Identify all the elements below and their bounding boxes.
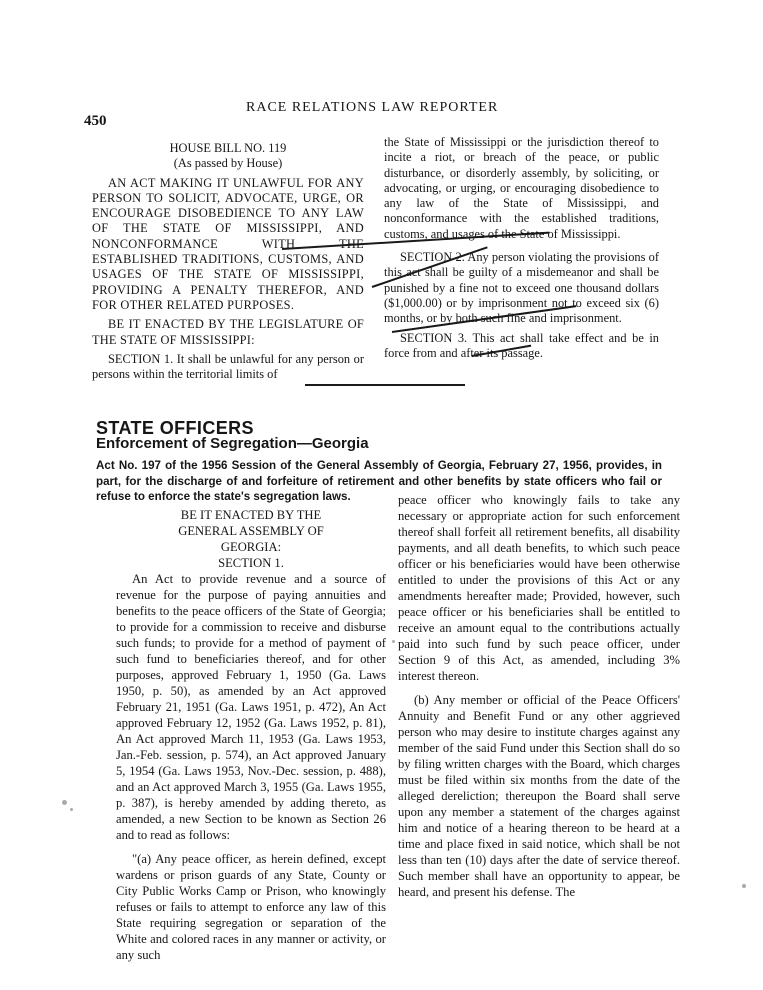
georgia-enacting-clause: BE IT ENACTED BY THE GENERAL ASSEMBLY OF GEORGIA: [178,508,324,554]
georgia-right-column [398,492,680,900]
georgia-section-label: SECTION 1. [218,556,284,570]
house-bill-enacting-clause: BE IT ENACTED BY THE LEGISLATURE OF THE STATE OF MISSISSIPPI: [92,317,364,347]
scan-speck [392,640,395,643]
georgia-paragraph-a-continued: peace officer who knowingly fails to take any necessary or appropriate action for such enforcement thereof shall forfeit all retirement benefits, all disability payments, and all death benefits, to which such peace officer or his beneficiaries would have been otherwise entitled to under the provisions of this Act or any amendments hereafter made; Provided, however, such peace officer or his beneficiaries shall be entitled to receive an amount equal to the contributions actually paid into such fund by such peace officer, under Section 9 of this Act, as amended, including 3% interest thereon. [398,493,680,683]
georgia-paragraph-a: "(a) Any peace officer, as herein defined, except wardens or prison guards of any State, County or City Public Works Camp or Prison, who knowingly refuses or fails to attempt to enforce any law of this State requiring segregation or separation of the White and colored races in any manner or activity, or any such [116,852,386,962]
house-bill-section-2: SECTION 2. Any person violating the provisions of this act shall be guilty of a misdemeanor and shall be punished by a fine not to exceed one thousand dollars ($1,000.00) or by imprisonment not to exceed six (6) months, or by both such fine and imprisonment. [384,250,659,326]
section-heading: STATE OFFICERS [96,418,254,438]
georgia-section-1-text: An Act to provide revenue and a source of revenue for the purpose of paying annuities and benefits to the peace officers of the State of Georgia; to provide for a commission to receive and disburse such funds; to provide for a method of payment of such fund to beneficiaries thereof, and for other purposes, approved February 1, 1950 (Ga. Laws 1950, p. 50), as amended by an Act approved February 21, 1951 (Ga. Laws 1951, p. 472), An Act approved February 12, 1952 (Ga. Laws 1952, p. 81), An Act approved March 11, 1953 (Ga. Laws 1953, Jan.-Feb. session, p. 574), an Act approved January 5, 1954 (Ga. Laws 1953, Nov.-Dec. session, p. 488), and an Act approved March 3, 1955 (Ga. Laws 1955, p. 387), is hereby amended by adding thereto, as amended, a new Section to be known as Section 26 and to read as follows: [116,572,386,842]
page-number: 450 [84,113,107,129]
house-bill-note: (As passed by House) [173,156,283,171]
house-bill-section-3: SECTION 3. This act shall take effect and be in force from and after its passage. [384,330,659,360]
scan-speck [742,884,746,888]
scan-speck [62,800,67,805]
section-divider [305,384,465,386]
house-bill-act-heading: AN ACT MAKING IT UNLAWFUL FOR ANY PERSON TO SOLICIT, ADVOCATE, URGE, OR ENCOURAGE DISOBEDIENCE TO ANY LAW OF THE STATE OF MISSISSIPPI, AND NONCONFORMANCE WITH THE ESTABLISHED TRADITIONS, CUSTOMS, AND USAGES OF THE STATE OF MISSISSIPPI, PROVIDING A PENALTY THEREFOR, AND FOR OTHER RELATED PURPOSES. [92,175,364,312]
georgia-left-column [116,507,386,963]
section-subheading: Enforcement of Segregation—Georgia [96,435,369,452]
georgia-paragraph-b: (b) Any member or official of the Peace Officers' Annuity and Benefit Fund or any other aggrieved person who may desire to institute charges against any member of the said Fund under this Section shall do so by filing written charges with the Board, which charges must be filed within six months from the date of the alleged dereliction; thereupon the Board shall serve upon any member a statement of the charges against him and notice of a hearing thereon to be heard at a time and place fixed in said notice, which shall be not less than ten (10) days after the date of service thereof. Such member shall have an opportunity to appear, be heard, and present his defense. The [398,693,680,899]
house-bill-section-1-continued: the State of Mississippi or the jurisdiction thereof to incite a riot, or breach of the peace, or public disturbance, or disorderly assembly, by soliciting, or advocating, or urging, or encouraging disobedience to any law of the State of Mississippi, and nonconformance with the established traditions, customs, and usages of the State of Mississippi. [384,135,659,241]
scan-speck [70,808,73,811]
house-bill-title: HOUSE BILL NO. 119 [169,141,287,155]
running-header: RACE RELATIONS LAW REPORTER [246,100,499,115]
house-bill-section-1: SECTION 1. It shall be unlawful for any person or persons within the territorial limits of [92,351,364,382]
house-bill-left-column [92,141,364,382]
act-summary: Act No. 197 of the 1956 Session of the General Assembly of Georgia, February 27, 1956, provides, in part, for the discharge of and forfeiture of retirement and other benefits by state officers who fail or refuse to enforce the state's segregation laws. [96,459,662,503]
